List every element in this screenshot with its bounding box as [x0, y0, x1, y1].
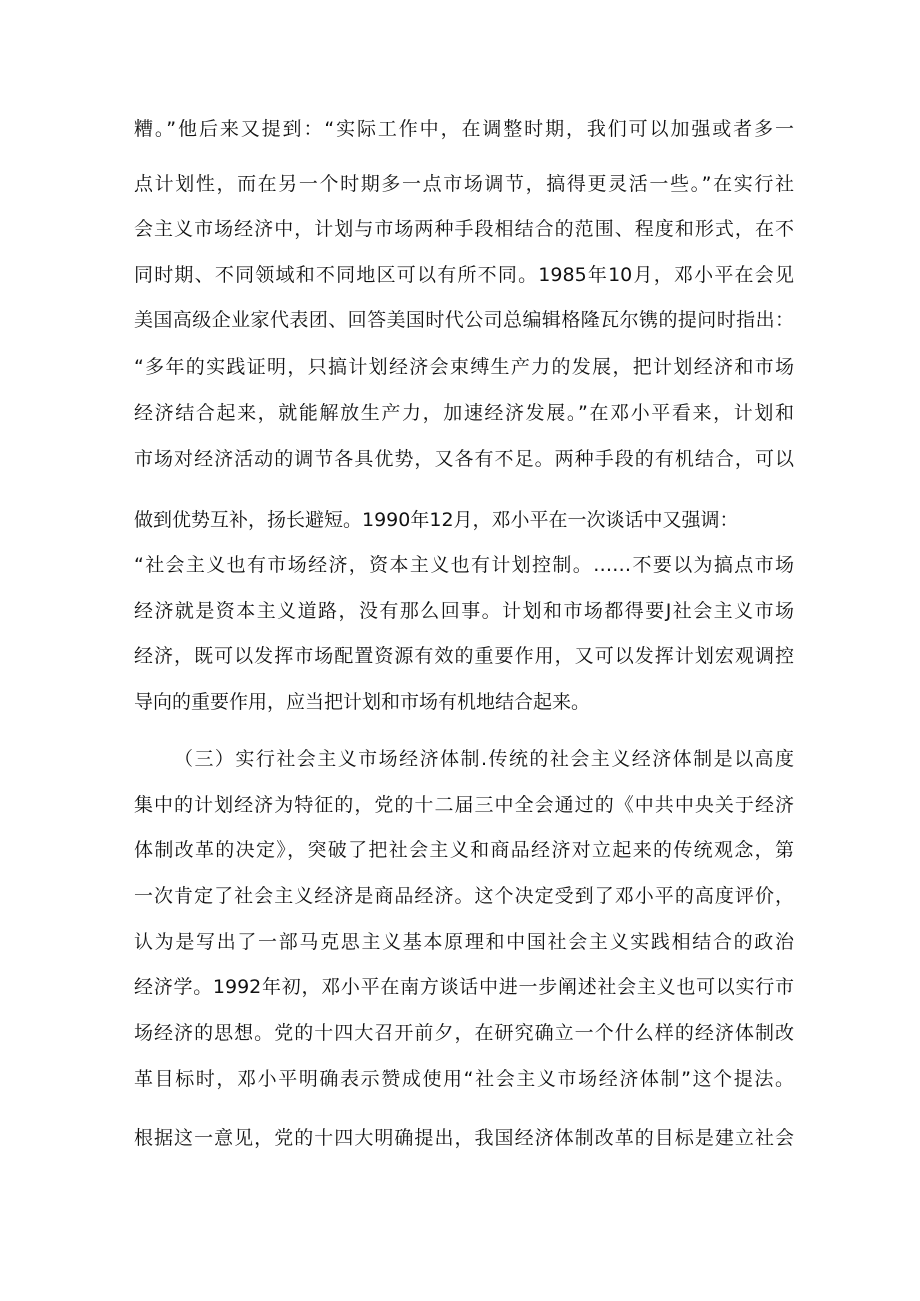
- text-line: 经济结合起来，就能解放生产力，加速经济发展。”在邓小平看来，计划和: [134, 402, 794, 424]
- text-line: 集中的计划经济为特征的，党的十二届三中全会通过的《中共中央关于经济: [134, 794, 794, 816]
- text-line: 导向的重要作用，应当把计划和市场有机地结合起来。: [134, 691, 591, 713]
- text-line: 认为是写出了一部马克思主义基本原理和中国社会主义实践相结合的政治: [134, 931, 794, 953]
- text-line: 糟。”他后来又提到：“实际工作中，在调整时期，我们可以加强或者多一: [134, 118, 794, 140]
- text-line: 经济就是资本主义道路，没有那么回事。计划和市场都得要J社会主义市场: [134, 600, 794, 622]
- text-line: 点计划性，而在另一个时期多一点市场调节，搞得更灵活一些。”在实行社: [134, 173, 794, 195]
- paragraph-first-line: （三）实行社会主义市场经济体制.传统的社会主义经济体制是以高度: [174, 748, 794, 770]
- text-line: 根据这一意见，党的十四大明确提出，我国经济体制改革的目标是建立社会: [134, 1127, 794, 1149]
- text-line: 同时期、不同领域和不同地区可以有所不同。1985年10月，邓小平在会见: [134, 264, 794, 286]
- text-line: “社会主义也有市场经济，资本主义也有计划控制。……不要以为搞点市场: [134, 554, 794, 576]
- text-line: “多年的实践证明，只搞计划经济会束缚生产力的发展，把计划经济和市场: [134, 356, 794, 378]
- text-line: 体制改革的决定》，突破了把社会主义和商品经济对立起来的传统观念，第: [134, 839, 794, 861]
- text-line: 一次肯定了社会主义经济是商品经济。这个决定受到了邓小平的高度评价，: [134, 885, 794, 907]
- text-line: 场经济的思想。党的十四大召开前夕，在研究确立一个什么样的经济体制改: [134, 1022, 794, 1044]
- text-line: 经济学。1992年初，邓小平在南方谈话中进一步阐述社会主义也可以实行市: [134, 976, 794, 998]
- text-line: 经济，既可以发挥市场配置资源有效的重要作用，又可以发挥计划宏观调控: [134, 645, 794, 667]
- text-line: 会主义市场经济中，计划与市场两种手段相结合的范围、程度和形式，在不: [134, 218, 794, 240]
- text-line: 做到优势互补，扬长避短。1990年12月，邓小平在一次谈话中又强调：: [134, 509, 739, 531]
- text-line: 市场对经济活动的调节各具优势，又各有不足。两种手段的有机结合，可以: [134, 448, 794, 470]
- text-line: 革目标时，邓小平明确表示赞成使用“社会主义市场经济体制”这个提法。: [134, 1068, 794, 1090]
- text-line: 美国高级企业家代表团、回答美国时代公司总编辑格隆瓦尔镌的提问时指出：: [134, 309, 794, 331]
